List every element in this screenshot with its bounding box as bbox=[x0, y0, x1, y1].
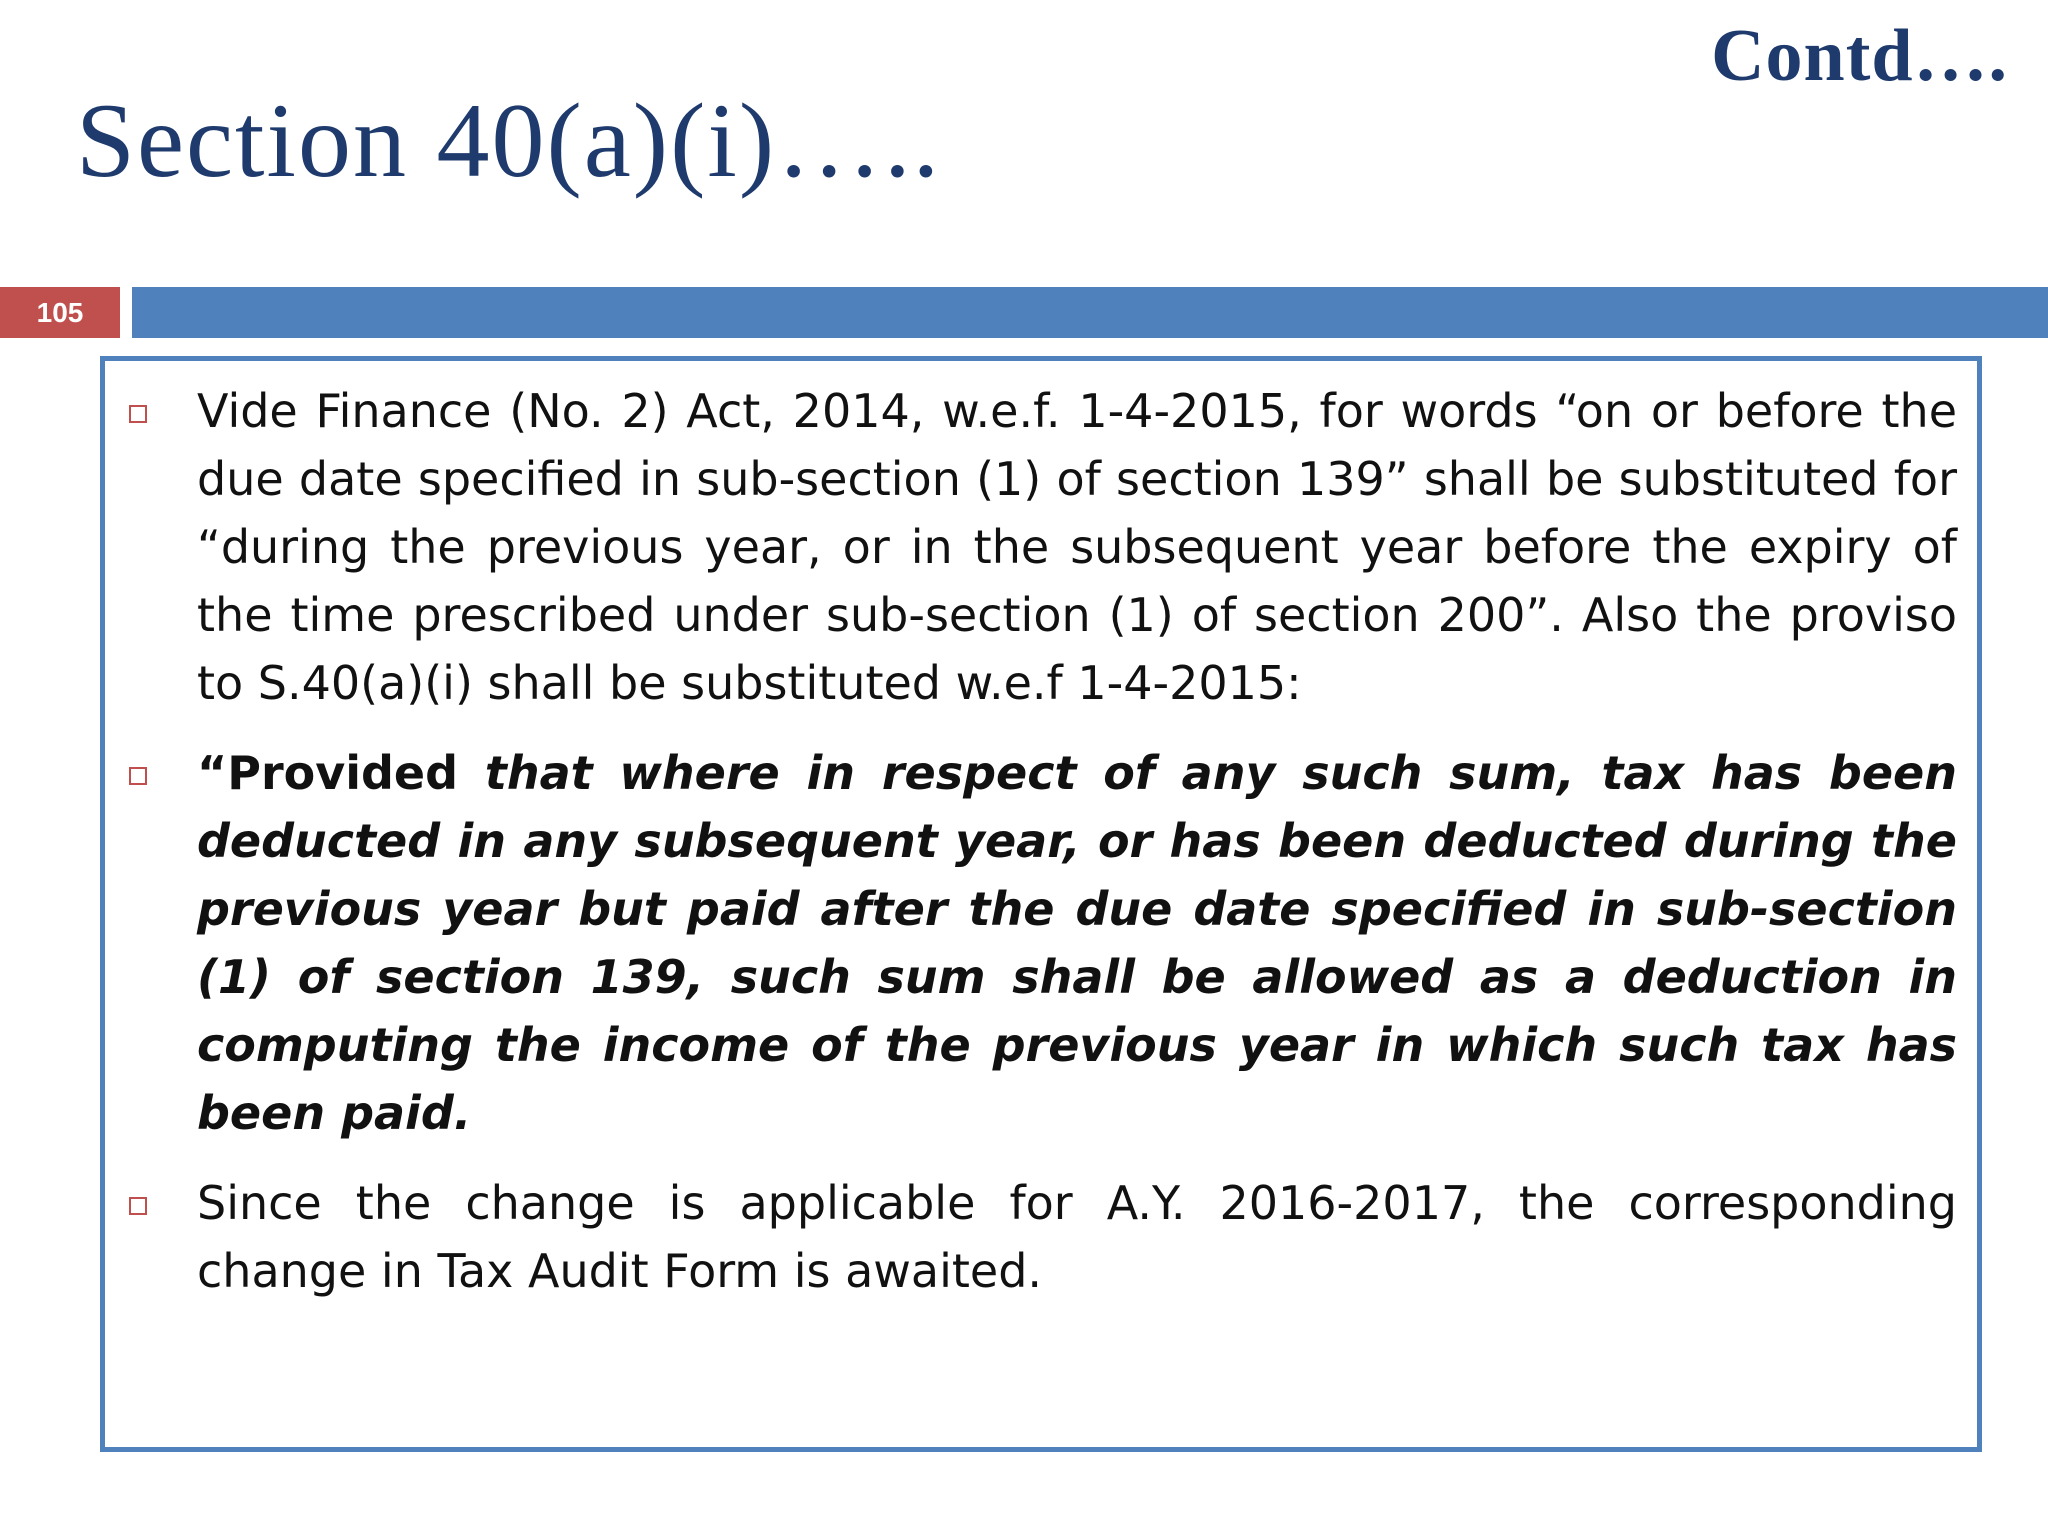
bullet-item bbox=[105, 377, 1977, 717]
slide-number-badge bbox=[0, 287, 120, 338]
content-box bbox=[100, 356, 1982, 1452]
bullet-text: Vide Finance (No. 2) Act, 2014, w.e.f. 1-4-2015, for words “on or before the due date specified in sub-section (1) of section 139” shall be substituted for “during the previous year, or in the subsequent year before the expiry of the time prescribed under sub-section (1) of section 200”. Also the proviso to S.40(a)(i) shall be substituted w.e.f 1-4-2015: bbox=[197, 384, 1957, 710]
bullet-text-proviso bbox=[197, 739, 1957, 1147]
bullet-list bbox=[105, 377, 1977, 1327]
proviso-text: that where in respect of any such sum, tax has been deducted in any subsequent year, or has been deducted during the previous year but paid after the due date specified in sub-section (1) of section 139, such sum shall be allowed as a deduction in computing the income of the previous year in which such tax has been paid. bbox=[197, 746, 1957, 1140]
bullet-item bbox=[105, 739, 1977, 1147]
bullet-item bbox=[105, 1169, 1977, 1305]
hollow-square-bullet-icon bbox=[129, 1197, 147, 1215]
hollow-square-bullet-icon bbox=[129, 767, 147, 785]
slide-number: 105 bbox=[36, 296, 84, 328]
proviso-lead: “Provided bbox=[197, 746, 485, 800]
bullet-text: Since the change is applicable for A.Y. 2016-2017, the corresponding change in Tax Audit Form is awaited. bbox=[197, 1176, 1957, 1298]
hollow-square-bullet-icon bbox=[129, 405, 147, 423]
contd-label: Contd…. bbox=[1711, 15, 2008, 97]
slide-title: Section 40(a)(i)….. bbox=[76, 82, 942, 199]
title-rule-bar bbox=[132, 287, 2048, 338]
